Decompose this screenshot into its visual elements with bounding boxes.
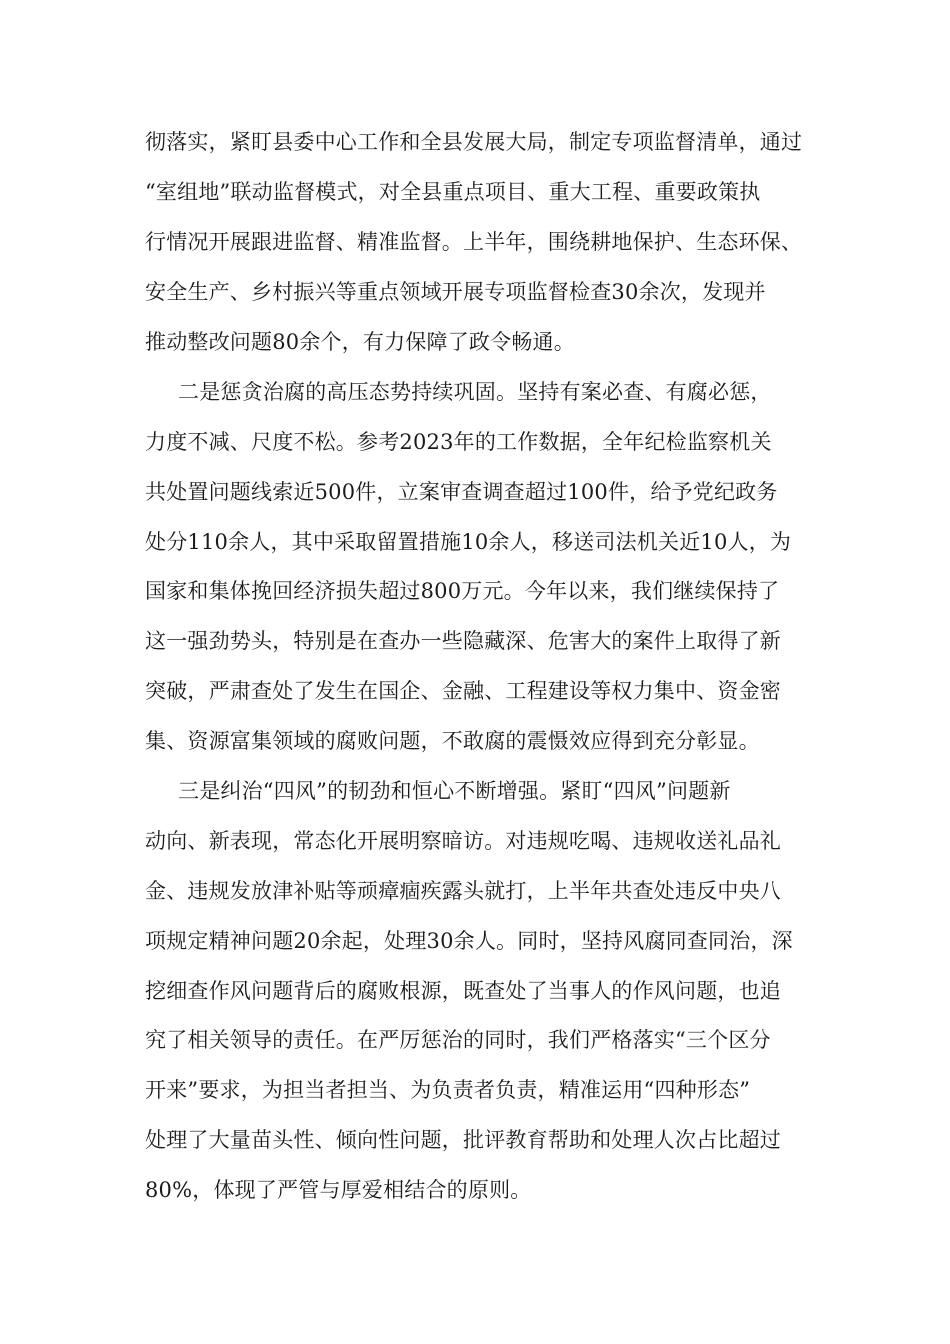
text-line: 突破，严肃查处了发生在国企、金融、工程建设等权力集中、资金密 bbox=[145, 679, 781, 703]
text-line: 二是惩贪治腐的高压态势持续巩固。坚持有案必查、有腐必惩， bbox=[178, 380, 772, 404]
text-line: 80%，体现了严管与厚爱相结合的原则。 bbox=[145, 1178, 532, 1202]
text-line: 彻落实，紧盯县委中心工作和全县发展大局，制定专项监督清单，通过 bbox=[145, 130, 803, 154]
text-line: 集、资源富集领域的腐败问题，不敢腐的震慑效应得到充分彰显。 bbox=[145, 729, 760, 753]
text-line: “室组地”联动监督模式，对全县重点项目、重大工程、重要政策执 bbox=[145, 180, 761, 204]
text-line: 处理了大量苗头性、倾向性问题，批评教育帮助和处理人次占比超过 bbox=[145, 1128, 781, 1152]
text-line: 处分110余人，其中采取留置措施10余人，移送司法机关近10人，为 bbox=[145, 530, 792, 554]
text-line: 金、违规发放津补贴等顽瘴痼疾露头就打，上半年共查处违反中央八 bbox=[145, 879, 781, 903]
text-line: 共处置问题线索近500件，立案审查调查超过100件，给予党纪政务 bbox=[145, 480, 778, 504]
text-line: 项规定精神问题20余起，处理30余人。同时，坚持风腐同查同治，深 bbox=[145, 929, 793, 953]
text-line: 行情况开展跟进监督、精准监督。上半年，围绕耕地保护、生态环保、 bbox=[145, 230, 803, 254]
text-line: 开来”要求，为担当者担当、为负责者负责，精准运用“四种形态” bbox=[145, 1078, 751, 1102]
text-line: 这一强劲势头，特别是在查办一些隐藏深、危害大的案件上取得了新 bbox=[145, 629, 781, 653]
text-line: 力度不减、尺度不松。参考2023年的工作数据，全年纪检监察机关 bbox=[145, 430, 772, 454]
text-line: 究了相关领导的责任。在严厉惩治的同时，我们严格落实“三个区分 bbox=[145, 1028, 771, 1052]
text-line: 动向、新表现，常态化开展明察暗访。对违规吃喝、违规收送礼品礼 bbox=[145, 829, 781, 853]
text-line: 推动整改问题80余个，有力保障了政令畅通。 bbox=[145, 330, 575, 354]
text-line: 三是纠治“四风”的韧劲和恒心不断增强。紧盯“四风”问题新 bbox=[178, 779, 731, 803]
text-line: 挖细查作风问题背后的腐败根源，既查处了当事人的作风问题，也追 bbox=[145, 979, 781, 1003]
text-line: 国家和集体挽回经济损失超过800万元。今年以来，我们继续保持了 bbox=[145, 579, 780, 603]
text-line: 安全生产、乡村振兴等重点领域开展专项监督检查30余次，发现并 bbox=[145, 280, 766, 304]
